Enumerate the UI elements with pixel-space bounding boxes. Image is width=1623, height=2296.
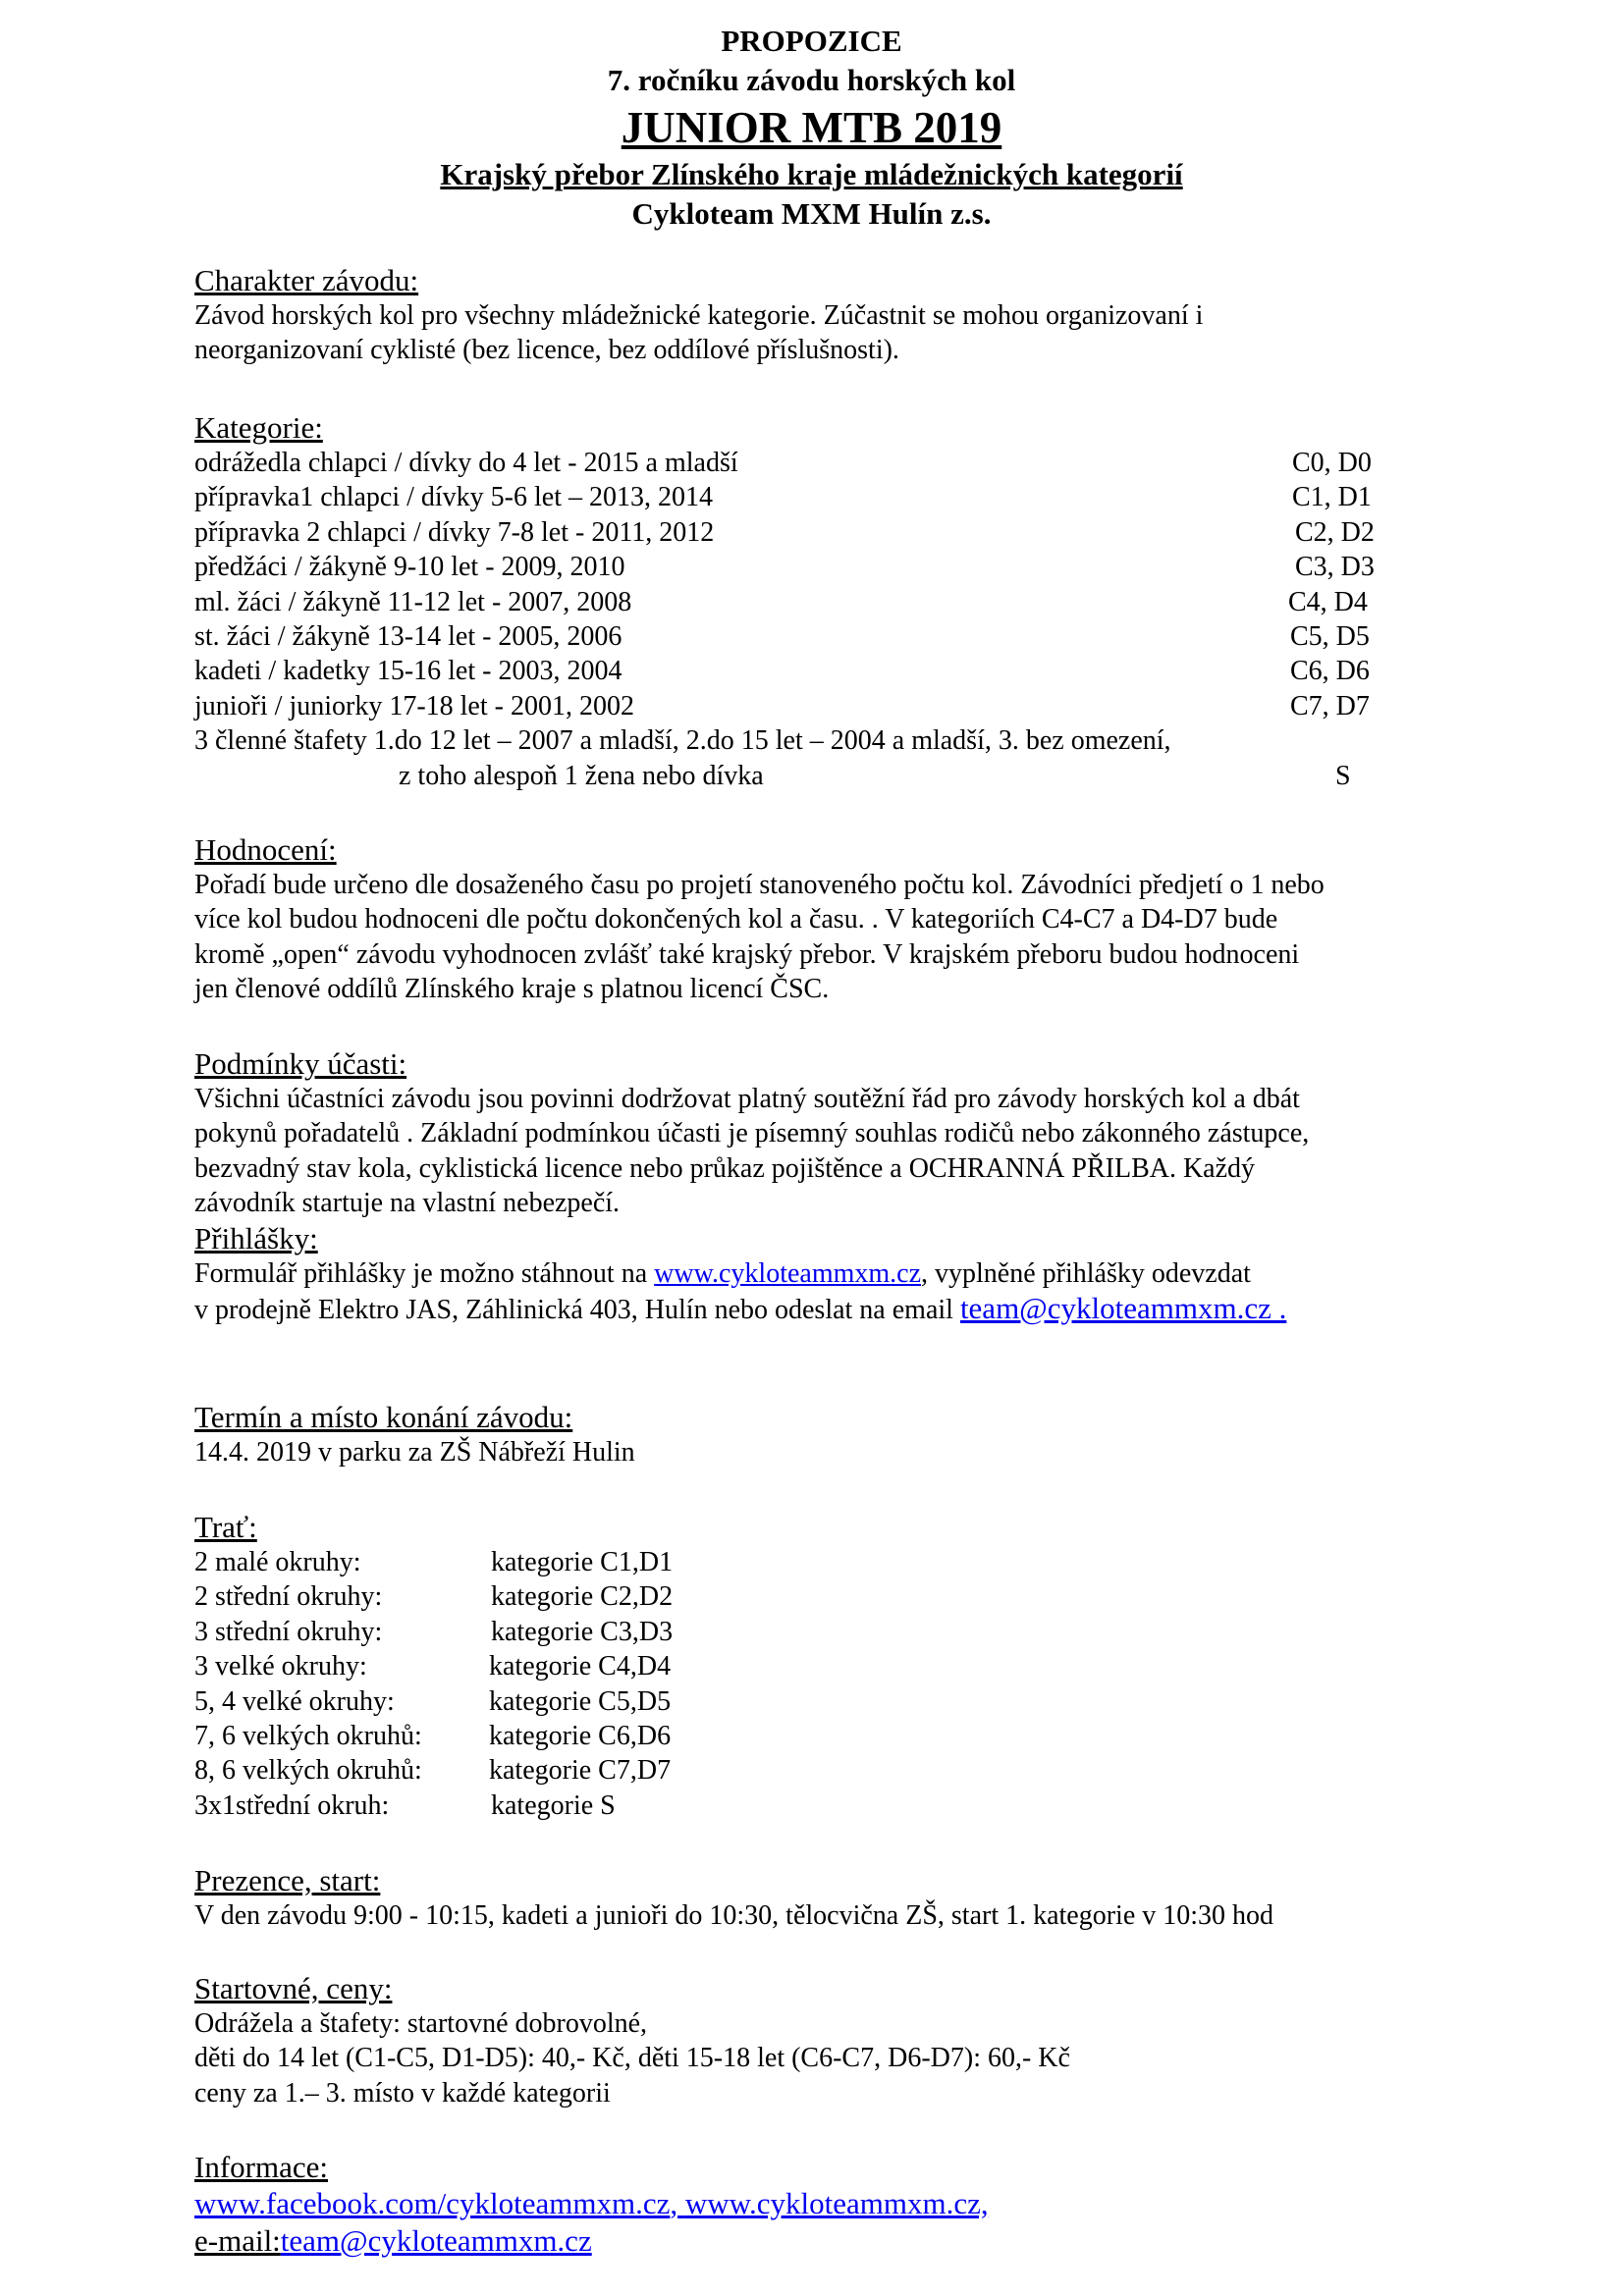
category-code: C4, D4 (1288, 586, 1368, 617)
category-code: C1, D1 (1292, 482, 1372, 513)
category-code: C6, D6 (1290, 656, 1370, 687)
track-laps: 8, 6 velkých okruhů: (194, 1755, 422, 1787)
email-link[interactable]: team@cykloteammxm.cz . (959, 1290, 1287, 1325)
track-row (194, 1789, 1451, 1823)
text-line: Odrážela a štafety: startovné dobrovolné, (194, 2008, 648, 2039)
category-code: C2, D2 (1295, 516, 1375, 548)
text-line: jen členové oddílů Zlínského kraje s platnou licencí ČSC. (194, 974, 830, 1005)
track-category: kategorie C2,D2 (491, 1581, 674, 1613)
category-text: předžáci / žákyně 9-10 let - 2009, 2010 (194, 552, 625, 583)
info-links (194, 2185, 1451, 2222)
text-line: Všichni účastníci závodu jsou povinni dodržovat platný soutěžní řád pro závody horských kol a dbát (194, 1084, 1300, 1114)
category-row (194, 585, 1451, 619)
category-row (194, 515, 1451, 550)
email-label: e-mail: (194, 2223, 281, 2258)
relay-code: S (1335, 760, 1351, 791)
link-separator: , (670, 2186, 685, 2220)
track-category: kategorie C1,D1 (491, 1547, 674, 1577)
text-line: 14.4. 2019 v parku za ZŠ Nábřeží Hulin (194, 1437, 635, 1468)
text-line: bezvadný stav kola, cyklistická licence nebo průkaz pojištěnce a OCHRANNÁ PŘILBA. Každý (194, 1152, 1256, 1184)
text-line: kromě „open“ závodu vyhodnocen zvlášť také krajský přebor. V krajském přeboru budou hodnoceni (194, 938, 1300, 970)
heading-prihlasky: Přihlášky: (194, 1220, 318, 1255)
heading-termin: Termín a místo konání závodu: (194, 1400, 573, 1434)
category-code: C5, D5 (1290, 620, 1370, 652)
heading-trat: Trať: (194, 1510, 257, 1544)
track-laps: 2 malé okruhy: (194, 1547, 361, 1577)
track-laps: 3 velké okruhy: (194, 1651, 367, 1682)
website-link[interactable]: www.cykloteammxm.cz (654, 1257, 922, 1289)
text-line: ceny za 1.– 3. místo v každé kategorii (194, 2077, 611, 2109)
text-line: více kol budou hodnoceni dle počtu dokončených kol a času. . V kategoriích C4-C7 a D4-D7 bude (194, 904, 1278, 935)
title-championship: Krajský přebor Zlínského kraje mládežnických kategorií (440, 157, 1183, 191)
category-text: st. žáci / žákyně 13-14 let - 2005, 2006 (194, 620, 622, 652)
section-podminky (194, 1046, 1451, 1325)
category-text: přípravka1 chlapci / dívky 5-6 let – 2013, 2014 (194, 482, 713, 513)
section-termin (194, 1400, 1451, 1469)
website-link[interactable]: www.cykloteammxm.cz, (684, 2186, 989, 2220)
heading-informace: Informace: (194, 2150, 328, 2184)
category-code: C7, D7 (1290, 690, 1370, 721)
info-email (194, 2222, 1451, 2260)
title-organizer: Cykloteam MXM Hulín z.s. (631, 196, 992, 231)
category-row (194, 446, 1451, 480)
track-laps: 3x1střední okruh: (194, 1789, 390, 1821)
text-line: Závod horských kol pro všechny mládežnické kategorie. Zúčastnit se mohou organizovaní i (194, 300, 1204, 331)
track-row (194, 1753, 1451, 1788)
heading-hodnoceni: Hodnocení: (194, 832, 337, 867)
text-span: v prodejně Elektro JAS, Záhlinická 403, Hulín nebo odeslat na email (194, 1294, 960, 1325)
heading-prezence: Prezence, start: (194, 1863, 381, 1897)
track-category: kategorie C6,D6 (489, 1720, 672, 1751)
track-row (194, 1719, 1451, 1753)
track-category: kategorie C3,D3 (491, 1616, 674, 1647)
text-line: neorganizovaní cyklisté (bez licence, bez oddílové příslušnosti). (194, 335, 899, 366)
category-text: odrážedla chlapci / dívky do 4 let - 2015 a mladší (194, 448, 738, 478)
section-informace (194, 2150, 1451, 2260)
section-kategorie (194, 410, 1451, 793)
heading-kategorie: Kategorie: (194, 410, 323, 445)
title-propozice: PROPOZICE (721, 24, 902, 58)
category-text: kadeti / kadetky 15-16 let - 2003, 2004 (194, 656, 622, 687)
section-trat (194, 1510, 1451, 1823)
heading-podminky: Podmínky účasti: (194, 1046, 407, 1081)
title-edition: 7. ročníku závodu horských kol (607, 63, 1016, 97)
category-row (194, 689, 1451, 723)
category-text: junioři / juniorky 17-18 let - 2001, 2002 (194, 690, 634, 721)
text-span: , vyplněné přihlášky odevzdat (921, 1257, 1251, 1289)
document-header (0, 22, 1623, 234)
heading-charakter: Charakter závodu: (194, 263, 419, 297)
text-line: závodník startuje na vlastní nebezpečí. (194, 1188, 621, 1219)
track-category: kategorie C4,D4 (489, 1651, 672, 1682)
text-line (194, 1291, 1451, 1325)
track-row (194, 1684, 1451, 1719)
heading-startovne: Startovné, ceny: (194, 1971, 393, 2005)
category-text: ml. žáci / žákyně 11-12 let - 2007, 2008 (194, 586, 632, 617)
track-laps: 3 střední okruhy: (194, 1616, 383, 1647)
facebook-link[interactable]: www.facebook.com/cykloteammxm.cz (194, 2186, 671, 2220)
section-startovne (194, 1971, 1451, 2110)
text-line (194, 1256, 1451, 1291)
section-prezence (194, 1863, 1471, 1933)
category-row (194, 550, 1451, 584)
relay-row-cont (194, 759, 1451, 793)
track-category: kategorie C7,D7 (489, 1755, 672, 1787)
track-row (194, 1579, 1451, 1614)
text-span: Formulář přihlášky je možno stáhnout na (194, 1257, 655, 1289)
track-row (194, 1649, 1451, 1683)
track-laps: 2 střední okruhy: (194, 1581, 383, 1613)
text-line: děti do 14 let (C1-C5, D1-D5): 40,- Kč, děti 15-18 let (C6-C7, D6-D7): 60,- Kč (194, 2043, 1070, 2074)
text-line: Pořadí bude určeno dle dosaženého času po projetí stanoveného počtu kol. Závodníci předjetí o 1 nebo (194, 870, 1325, 900)
track-row (194, 1615, 1451, 1649)
text-line: V den závodu 9:00 - 10:15, kadeti a junioři do 10:30, tělocvična ZŠ, start 1. kategorie v 10:30 hod (194, 1900, 1274, 1931)
relay-row: 3 členné štafety 1.do 12 let – 2007 a mladší, 2.do 15 let – 2004 a mladší, 3. bez omezení, (194, 725, 1171, 757)
category-code: C3, D3 (1295, 552, 1375, 583)
title-event: JUNIOR MTB 2019 (621, 103, 1002, 152)
section-hodnoceni (194, 832, 1451, 1007)
email-link[interactable]: team@cykloteammxm.cz (280, 2223, 592, 2258)
section-charakter (194, 263, 1451, 368)
category-text: přípravka 2 chlapci / dívky 7-8 let - 2011, 2012 (194, 516, 715, 548)
track-category: kategorie S (491, 1789, 616, 1821)
category-code: C0, D0 (1292, 448, 1372, 478)
track-laps: 5, 4 velké okruhy: (194, 1685, 395, 1717)
track-row (194, 1545, 1451, 1579)
track-laps: 7, 6 velkých okruhů: (194, 1720, 422, 1751)
relay-text: z toho alespoň 1 žena nebo dívka (399, 760, 764, 791)
track-category: kategorie C5,D5 (489, 1685, 672, 1717)
text-line: pokynů pořadatelů . Základní podmínkou účasti je písemný souhlas rodičů nebo zákonného zástupce, (194, 1118, 1310, 1149)
category-row (194, 619, 1451, 654)
category-row (194, 654, 1451, 688)
category-row (194, 480, 1451, 514)
